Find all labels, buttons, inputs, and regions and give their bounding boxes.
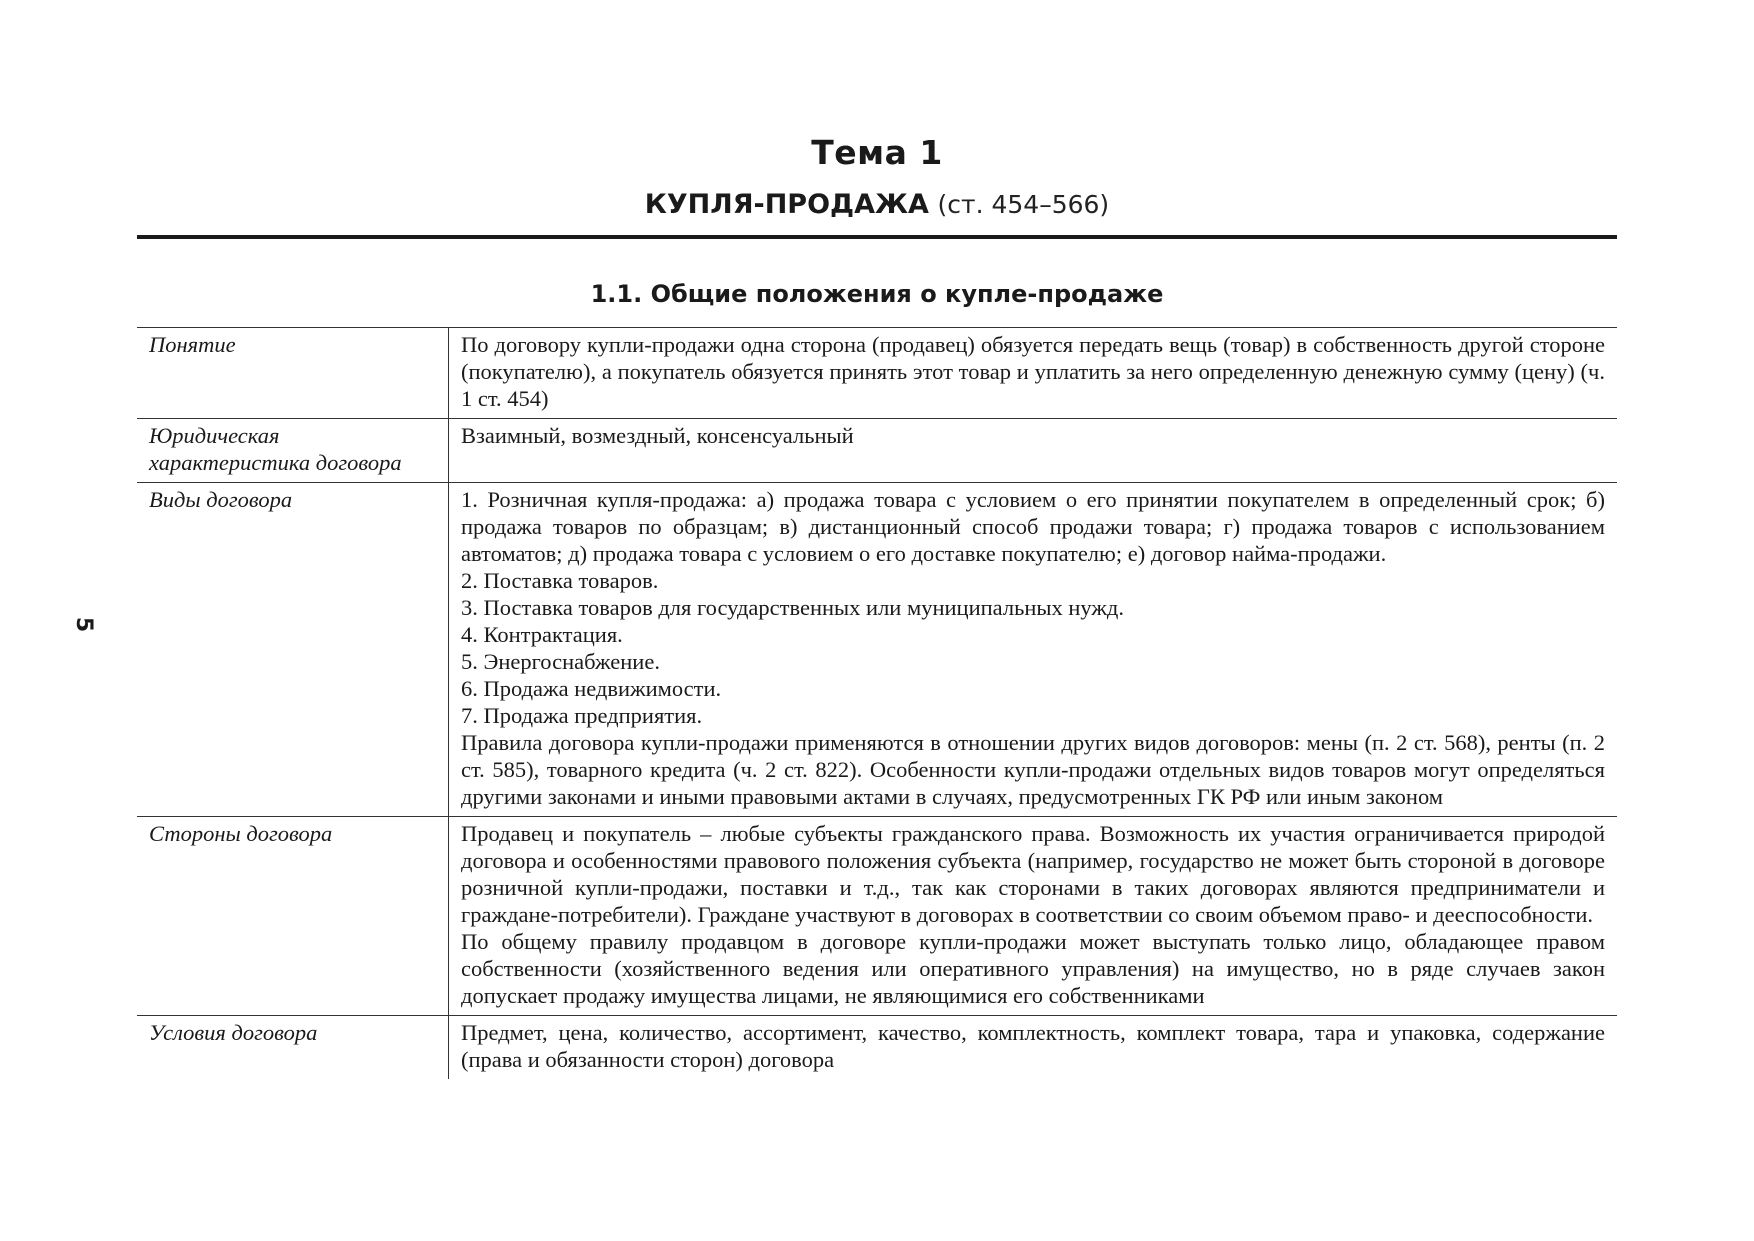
topic-title-main: КУПЛЯ-ПРОДАЖА [644, 189, 929, 220]
description-paragraph: 1. Розничная купля-продажа: а) продажа товара с условием о его принятии покупателем в определенный срок; б) продажа товаров по образцам; в) дистанционный способ продажи товара; г) продажа товаров с использованием автоматов; д) продажа товара с условием о его доставке покупателю; е) договор найма-продажи. [461, 487, 1605, 566]
table-row [137, 817, 1617, 1016]
row-description [449, 483, 1618, 817]
definitions-table [137, 327, 1617, 1079]
description-paragraph: По общему правилу продавцом в договоре купли-продажи может выступать только лицо, обладающее правом собственности (хозяйственного ведения или оперативного управления) на имущество, но в ряде случаев закон допускает продажу имущества лицами, не являющимися его собственниками [461, 929, 1605, 1008]
description-paragraph: 5. Энергоснабжение. [461, 649, 660, 674]
description-paragraph: 6. Продажа недвижимости. [461, 676, 722, 701]
row-description [449, 328, 1618, 419]
description-paragraph: 4. Контрактация. [461, 622, 623, 647]
row-term: Виды договора [149, 487, 293, 512]
row-term: Понятие [149, 332, 236, 357]
table-row [137, 483, 1617, 817]
description-paragraph: 3. Поставка товаров для государственных или муниципальных нужд. [461, 595, 1124, 620]
description-paragraph: 7. Продажа предприятия. [461, 703, 703, 728]
description-paragraph: Продавец и покупатель – любые субъекты гражданского права. Возможность их участия ограничивается природой договора и особенностями правового положения субъекта (например, государство не может быть стороной в договоре розничной купли-продажи, поставки и т.д., так как сторонами в таких договорах являются предприниматели и граждане-потребители). Граждане участвуют в договорах в соответствии со своим объемом право- и дееспособности. [461, 821, 1605, 927]
description-paragraph: По договору купли-продажи одна сторона (продавец) обязуется передать вещь (товар) в собственность другой стороне (покупателю), а покупатель обязуется принять этот товар и уплатить за него определенную денежную сумму (цену) (ч. 1 ст. 454) [461, 332, 1605, 411]
topic-number: Тема 1 [811, 133, 943, 172]
page-number: 5 [71, 616, 97, 633]
definitions-table-wrap [137, 327, 1617, 1079]
header-divider [137, 235, 1617, 239]
description-paragraph: Правила договора купли-продажи применяются в отношении других видов договоров: мены (п. 2 ст. 568), ренты (п. 2 ст. 585), товарного кредита (ч. 2 ст. 822). Особенности купли-продажи отдельных видов товаров могут определяться другими законами и иными правовыми актами в случаях, предусмотренных ГК РФ или иным законом [461, 730, 1605, 809]
table-row [137, 328, 1617, 419]
description-paragraph: 2. Поставка товаров. [461, 568, 659, 593]
table-row [137, 1016, 1617, 1080]
row-term: Юридическая характеристика договора [149, 423, 402, 475]
row-description [449, 419, 1618, 483]
row-description [449, 817, 1618, 1016]
table-row [137, 419, 1617, 483]
topic-title-articles: (ст. 454–566) [937, 190, 1110, 219]
row-term: Условия договора [149, 1020, 318, 1045]
topic-title [0, 188, 1754, 222]
row-term: Стороны договора [149, 821, 333, 846]
description-paragraph: Взаимный, возмездный, консенсуальный [461, 423, 854, 448]
row-description [449, 1016, 1618, 1080]
description-paragraph: Предмет, цена, количество, ассортимент, качество, комплектность, комплект товара, тара и упаковка, содержание (права и обязанности сторон) договора [461, 1020, 1605, 1072]
section-title: 1.1. Общие положения о купле-продаже [590, 280, 1164, 308]
